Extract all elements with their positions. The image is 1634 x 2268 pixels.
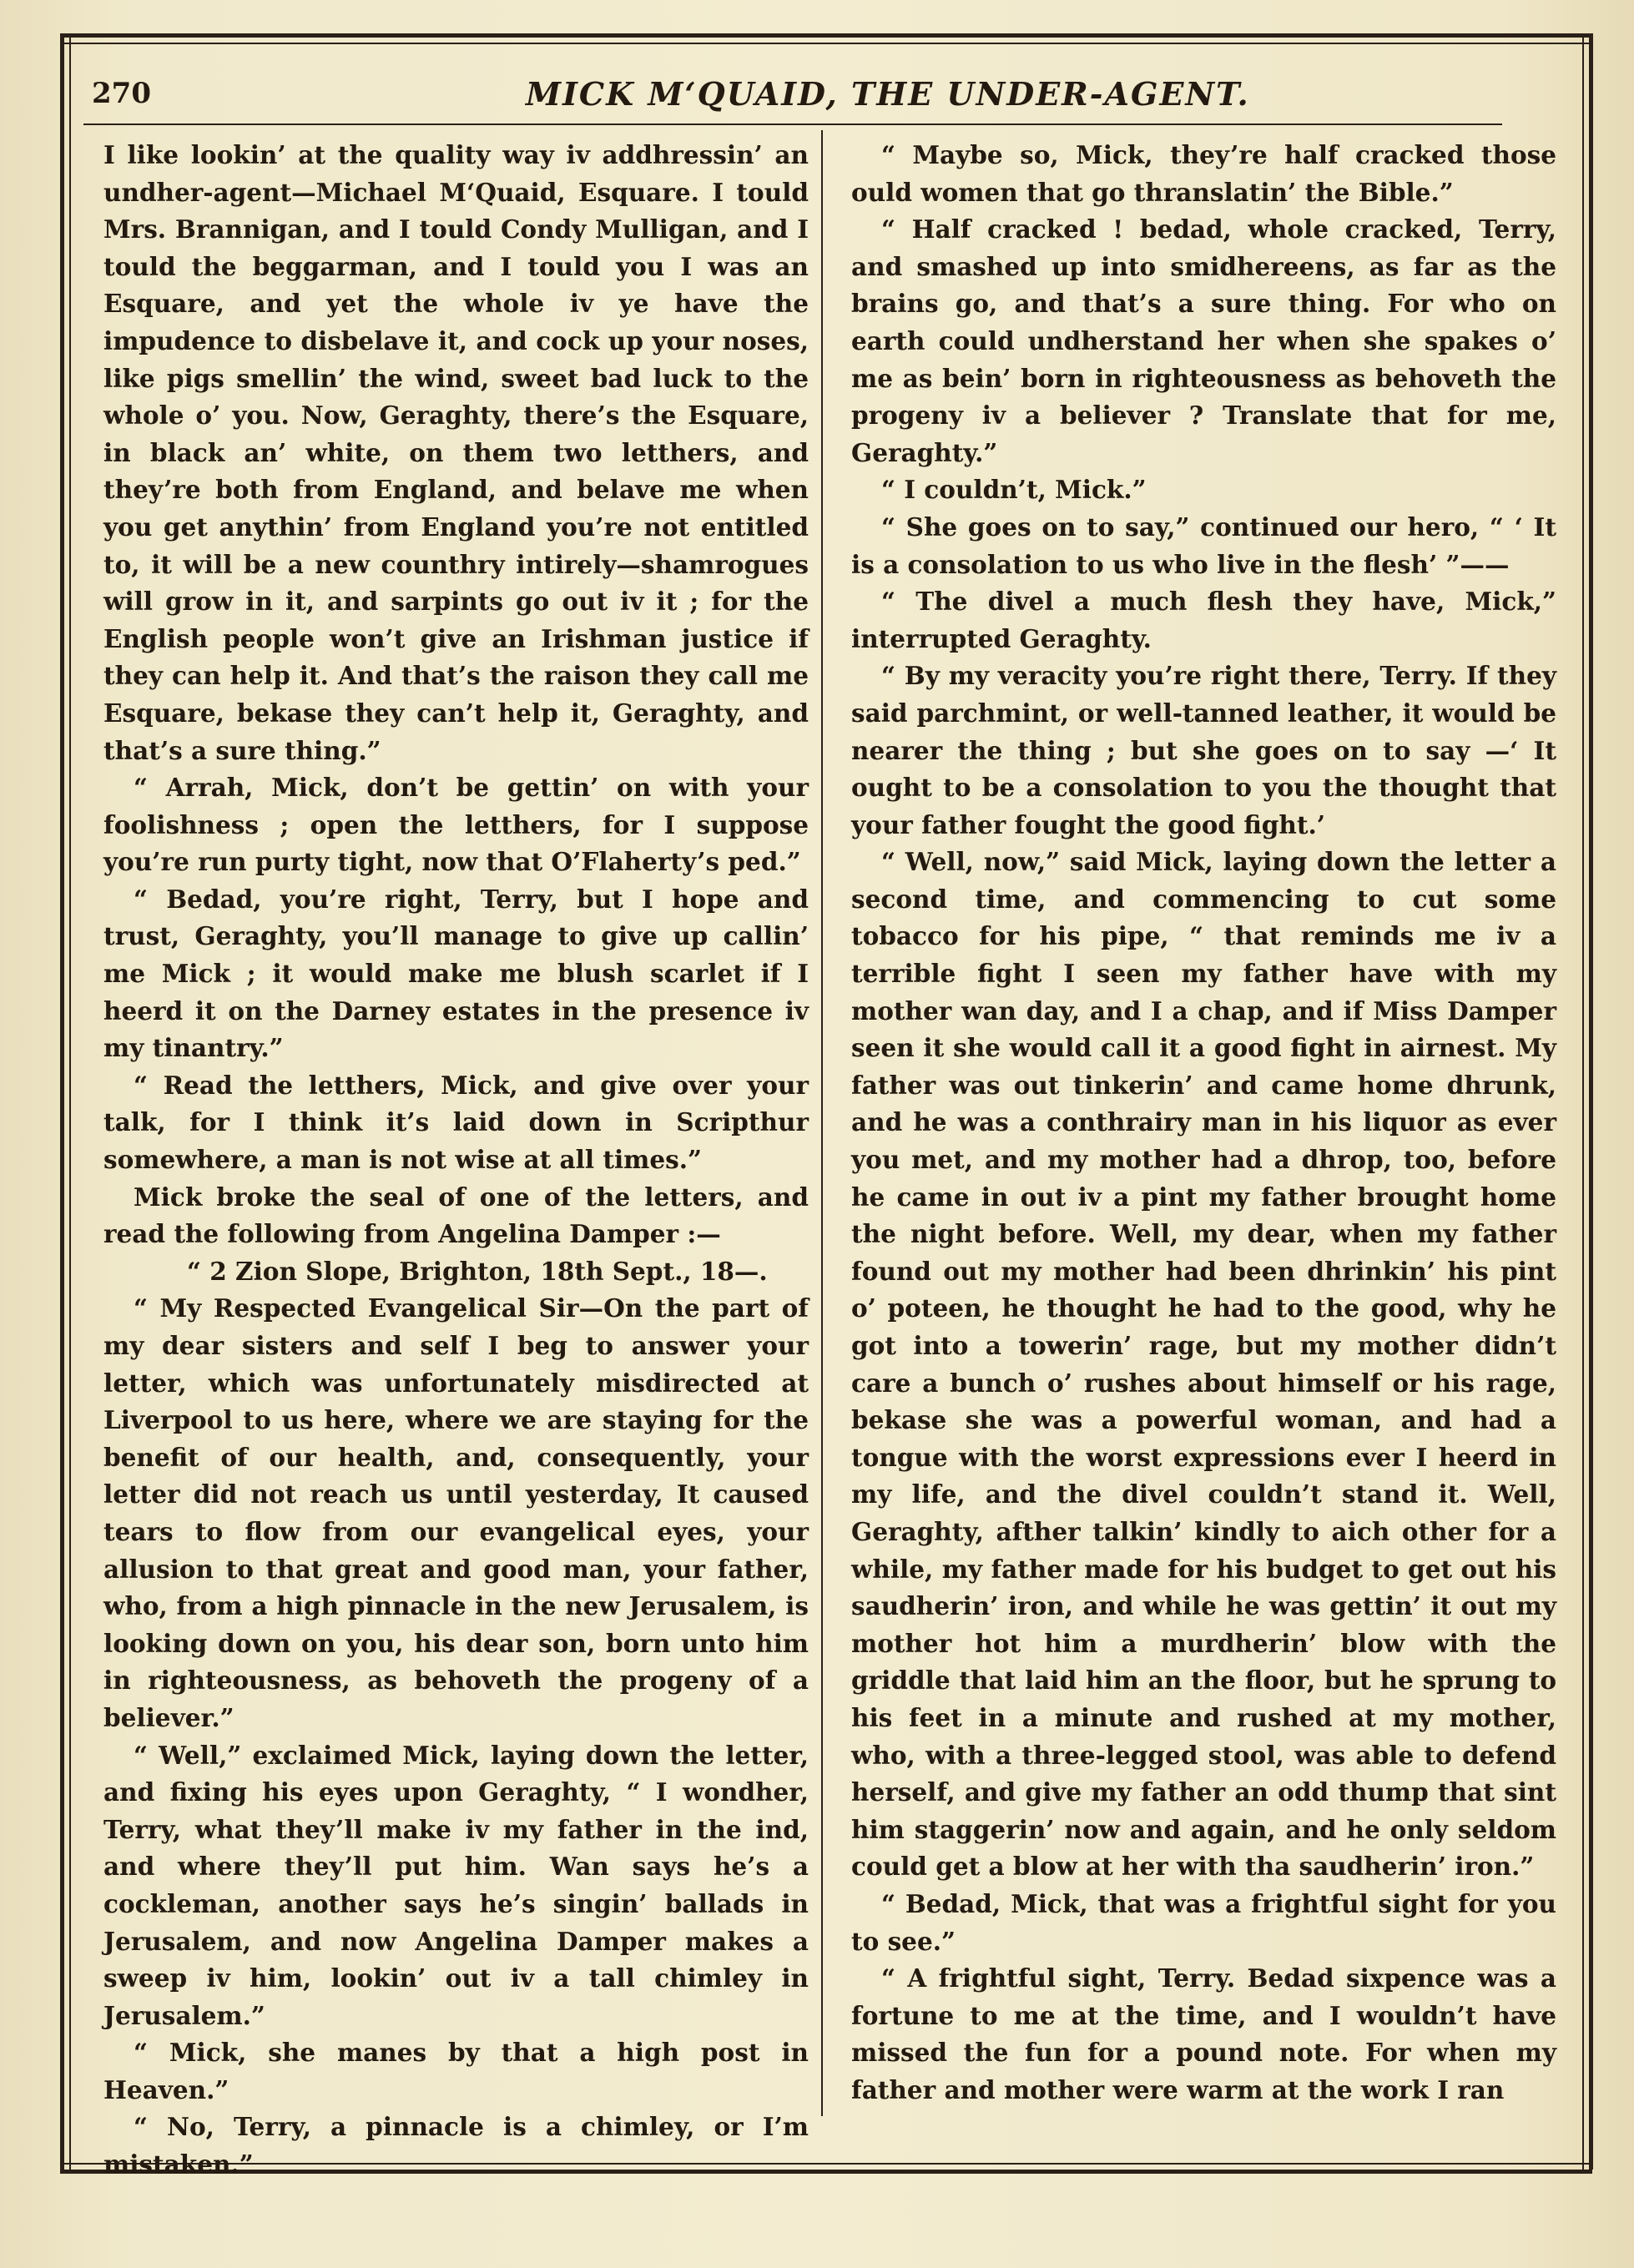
paragraph: “ No, Terry, a pinnacle is a chimley, or I’m mistaken.” — [103, 2112, 809, 2180]
paragraph: “ Read the letthers, Mick, and give over your talk, for I think it’s laid down in Scripthur somewhere, a man is not wise at all times.” — [103, 1070, 809, 1175]
letter-body: “ My Respected Evangelical Sir—On the part of my dear sisters and self I beg to answer your letter, which was unfortunately misdirected at Liverpool to us here, where we are staying for the benefit of our health, and, consequently, your letter did not reach us until yesterday, It caused tears to flow from our evangelical eyes, your allusion to that great and good man, your father, who, from a high pinnacle in the new Jerusalem, is looking down on you, his dear son, born unto him in righteousness, as behoveth the progeny of a believer.” — [103, 1293, 809, 1732]
running-title: MICK M‘QUAID, THE UNDER-AGENT. — [526, 75, 1250, 113]
header-rule — [83, 123, 1502, 125]
paragraph: “ Well,” exclaimed Mick, laying down the letter, and fixing his eyes upon Geraghty, “ I wondher, Terry, what they’ll make iv my father in the ind, and where they’ll put him. Wan says he’s a cockleman, another says he’s singin’ ballads in Jerusalem, and now Angelina Damper makes a sweep iv him, lookin’ out iv a tall chimley in Jerusalem.” — [103, 1740, 809, 2030]
frame-top-rule — [60, 33, 1592, 44]
paragraph: “ Mick, she manes by that a high post in Heaven.” — [103, 2038, 809, 2104]
paragraph: “ Half cracked ! bedad, whole cracked, Terry, and smashed up into smidhereens, as far as the brains go, and that’s a sure thing. For who on earth could undherstand her when she spakes o’ me as bein’ born in righteousness as behoveth the progeny iv a believer ? Translate that for me, Geraghty.” — [851, 214, 1556, 467]
paragraph: I like lookin’ at the quality way iv addhressin’ an undher-agent—Michael M‘Quaid, Esquare. I tould Mrs. Brannigan, and I tould Condy Mulligan, and I tould the beggarman, and I tould you I was an Esquare, and yet the whole iv ye have the impudence to disbelave it, and cock up your noses, like pigs smellin’ the wind, sweet bad luck to the whole o’ you. Now, Geraghty, there’s the Esquare, in black an’ white, on them two letthers, and they’re both from England, and belave me when you get anythin’ from England you’re not entitled to, it will be a new counthry intirely—shamrogues will grow in it, and sarpints go out iv it ; for the English people won’t give an Irishman justice if they can help it. And that’s the raison they call me Esquare, bekase they can’t help it, Geraghty, and that’s a sure thing.” — [103, 140, 809, 765]
paragraph: “ Bedad, Mick, that was a frightful sight for you to see.” — [851, 1888, 1556, 1956]
column-divider — [821, 130, 823, 2116]
paragraph: “ Bedad, you’re right, Terry, but I hope and trust, Geraghty, you’ll manage to give up callin’ me Mick ; it would make me blush scarlet if I heerd it on the Darney estates in the presence iv my tinantry.” — [103, 884, 809, 1063]
left-column — [103, 137, 809, 2184]
frame-left-rule — [60, 33, 71, 2170]
paragraph: “ Arrah, Mick, don’t be gettin’ on with your foolishness ; open the letthers, for I suppose you’re run purty tight, now that O’Flaherty’s ped.” — [103, 773, 809, 877]
paragraph: Mick broke the seal of one of the letters, and read the following from Angelina Damper :— — [103, 1182, 809, 1249]
page-number: 270 — [92, 77, 151, 110]
paragraph: “ The divel a much flesh they have, Mick,” interrupted Geraghty. — [851, 587, 1556, 653]
paragraph: “ A frightful sight, Terry. Bedad sixpence was a fortune to me at the time, and I wouldn’t have missed the fun for a pound note. For when my father and mother were warm at the work I ran — [851, 1963, 1556, 2104]
paragraph: “ By my veracity you’re right there, Terry. If they said parchmint, or well-tanned leather, it would be nearer the thing ; but she goes on to say —‘ It ought to be a consolation to you the thought that your father fought the good fight.’ — [851, 661, 1556, 839]
frame-right-rule — [1582, 33, 1593, 2170]
paragraph: “ I couldn’t, Mick.” — [881, 475, 1147, 505]
page-header — [92, 70, 1561, 120]
paragraph: “ She goes on to say,” continued our hero, “ ‘ It is a consolation to us who live in the flesh’ ”—— — [851, 512, 1556, 579]
paragraph: “ Well, now,” said Mick, laying down the letter a second time, and commencing to cut some tobacco for his pipe, “ that reminds me iv a terrible fight I seen my father have with my mother wan day, and I a chap, and if Miss Damper seen it she would call it a good fight in airnest. My father was out tinkerin’ and came home dhrunk, and he was a conthrairy man in his liquor as ever you met, and my mother had a dhrop, too, before he came in out iv a pint my father brought home the night before. Well, my dear, when my father found out my mother had been dhrinkin’ his pint o’ poteen, he thought he had to the good, why he got into a towerin’ rage, but my mother didn’t care a bunch o’ rushes about himself or his rage, bekase she was a powerful woman, and had a tongue with the worst expressions ever I heerd in my life, and the divel couldn’t stand it. Well, Geraghty, afther talkin’ kindly to aich other for a while, my father made for his budget to get out his saudherin’ iron, and while he was gettin’ it out my mother hot him a murdherin’ blow with the griddle that laid him an the floor, but he sprung to his feet in a minute and rushed at my mother, who, with a three-legged stool, was able to defend herself, and give my father an odd thump that sint him staggerin’ now and again, and he only seldom could get a blow at her with tha saudherin’ iron.” — [851, 847, 1556, 1882]
letter-address: “ 2 Zion Slope, Brighton, 18th Sept., 18—. — [187, 1256, 768, 1286]
right-column — [851, 137, 1556, 2109]
paragraph: “ Maybe so, Mick, they’re half cracked those ould women that go thranslatin’ the Bible.” — [851, 140, 1556, 207]
